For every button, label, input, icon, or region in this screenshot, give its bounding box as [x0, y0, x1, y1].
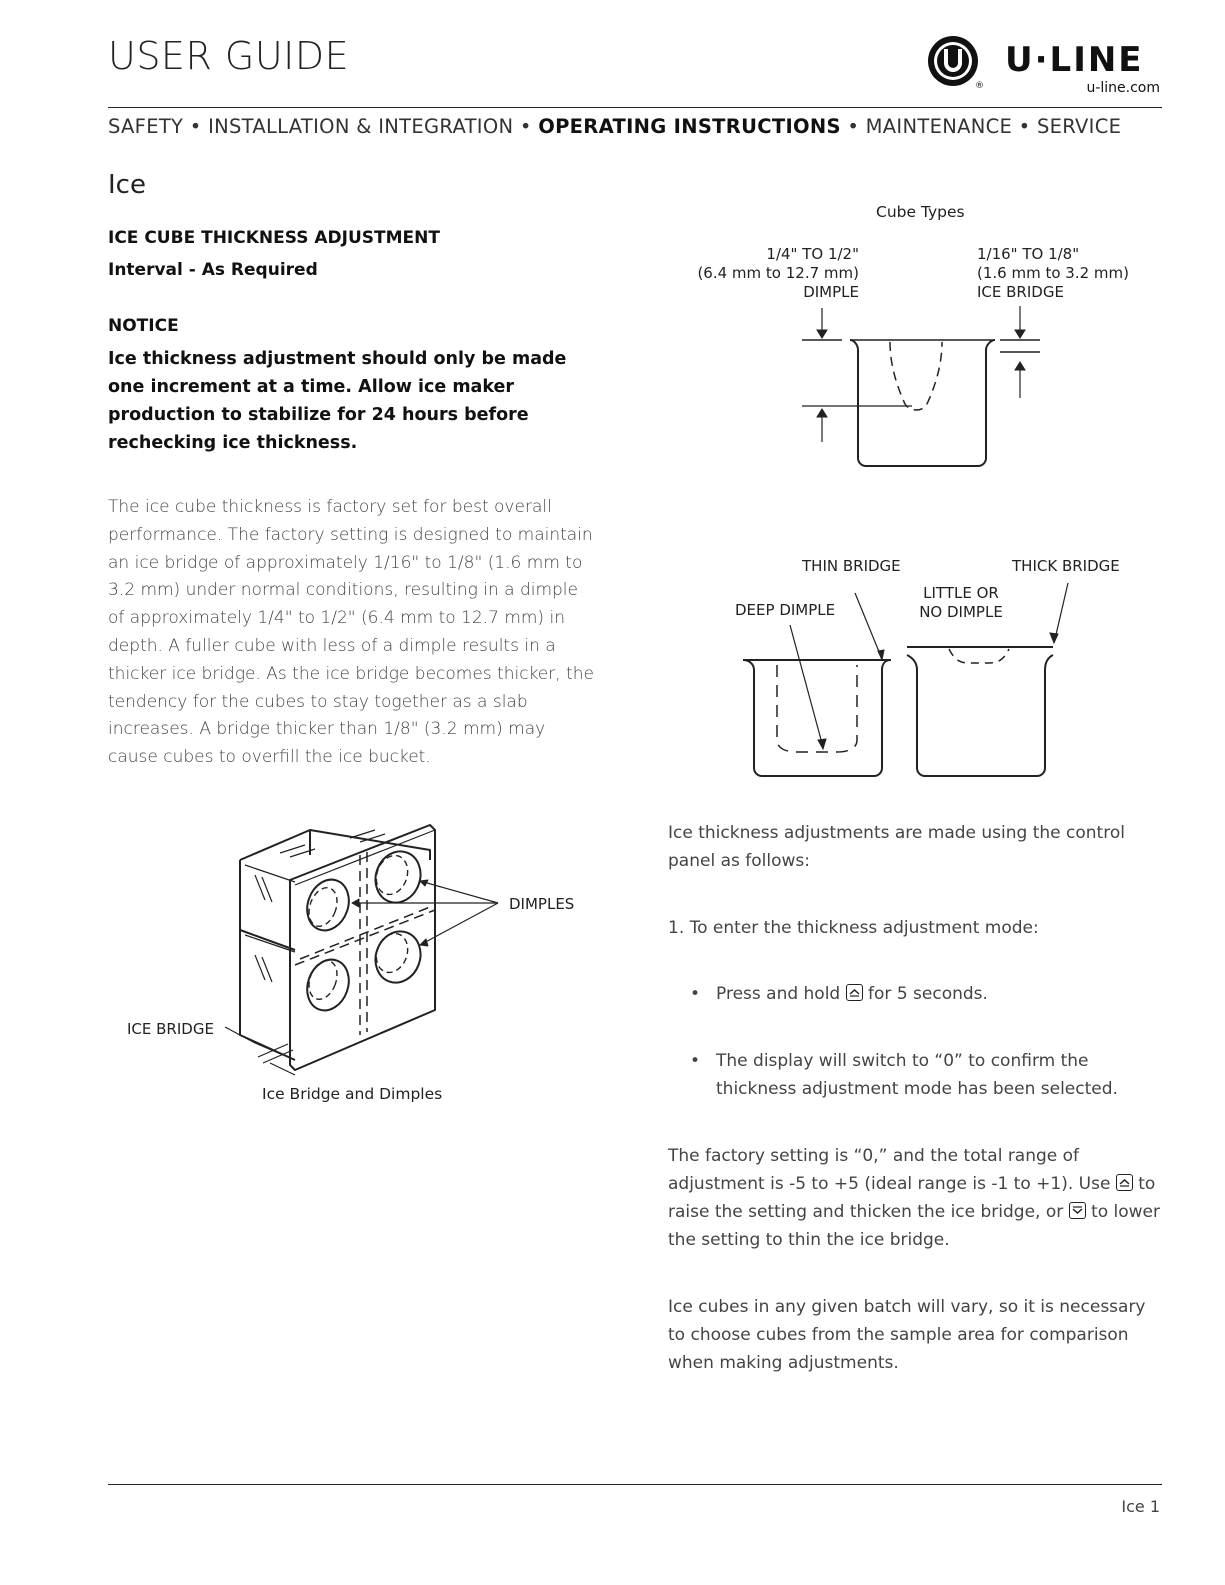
nav-separator: • — [519, 115, 532, 138]
header-divider — [108, 107, 1162, 108]
dimples-label: DIMPLES — [509, 895, 575, 913]
nav-item-installation: INSTALLATION & INTEGRATION — [208, 115, 514, 138]
dimple-range-mm: (6.4 mm to 12.7 mm) — [697, 264, 859, 282]
bullet-press-hold-suffix: for 5 seconds. — [868, 984, 988, 1004]
dimple-range: 1/4" TO 1/2" — [766, 245, 859, 263]
thin-bridge-label: THIN BRIDGE — [802, 557, 901, 575]
nav-item-operating: OPERATING INSTRUCTIONS — [538, 115, 841, 138]
nav-separator: • — [847, 115, 860, 138]
page-number: Ice 1 — [1121, 1497, 1160, 1516]
bridge-dimension-label — [977, 245, 1129, 302]
little-dimple-line2: NO DIMPLE — [919, 603, 1003, 621]
bridge-term: ICE BRIDGE — [977, 283, 1064, 301]
figure-caption: Ice Bridge and Dimples — [262, 1085, 443, 1103]
notice-text: Ice thickness adjustment should only be made one increment at a time. Allow ice maker production to stabilize for 24 hours before rechecking ice thickness. — [108, 349, 567, 453]
notice-label: NOTICE — [108, 316, 179, 336]
nav-separator: • — [189, 115, 202, 138]
bullet-dot: • — [690, 1051, 701, 1071]
subsection-heading: ICE CUBE THICKNESS ADJUSTMENT — [108, 228, 440, 248]
little-dimple-line1: LITTLE OR — [923, 584, 999, 602]
adjustment-intro: Ice thickness adjustments are made using the control panel as follows: — [668, 823, 1125, 871]
factory-text-1: The factory setting is “0,” and the total range of adjustment is -5 to +5 (ideal range is -1 to +1). Use — [668, 1146, 1111, 1194]
step-1: 1. To enter the thickness adjustment mode: — [668, 918, 1039, 938]
thick-bridge-label: THICK BRIDGE — [1012, 557, 1120, 575]
deep-dimple-label: DEEP DIMPLE — [735, 601, 836, 619]
section-title: Ice — [108, 170, 146, 200]
bridge-range-mm: (1.6 mm to 3.2 mm) — [977, 264, 1129, 282]
bullet-display — [690, 1047, 1160, 1103]
cube-types-caption: Cube Types — [876, 203, 965, 221]
up-button-icon — [1116, 1174, 1133, 1191]
dimple-dimension-label — [697, 245, 859, 302]
bullet-dot: • — [690, 984, 701, 1004]
uline-logo-icon — [926, 34, 986, 94]
ice-bridge-dimples-figure — [120, 795, 600, 1085]
cube-types-diagram — [790, 300, 1060, 475]
logo-url: u-line.com — [1086, 80, 1160, 96]
dimple-term: DIMPLE — [803, 283, 859, 301]
svg-text:®: ® — [975, 81, 984, 91]
bullet-press-hold — [690, 980, 1160, 1008]
bridge-comparison-diagram — [735, 575, 1085, 785]
down-button-icon — [1069, 1202, 1086, 1219]
nav-item-service: SERVICE — [1036, 115, 1122, 138]
nav-separator: • — [1018, 115, 1031, 138]
bullet-display-text: The display will switch to “0” to confirm the thickness adjustment mode has been selected. — [716, 1051, 1118, 1099]
page-title: USER GUIDE — [108, 34, 350, 78]
factory-text-2: to raise the setting and thicken the ice bridge, or — [668, 1174, 1156, 1222]
factory-setting-paragraph — [668, 1142, 1163, 1254]
batch-paragraph: Ice cubes in any given batch will vary, so it is necessary to choose cubes from the sample area for comparison when making adjustments. — [668, 1297, 1146, 1373]
bridge-range: 1/16" TO 1/8" — [977, 245, 1080, 263]
logo-wordmark: U·LINE — [1005, 40, 1144, 80]
section-nav — [108, 115, 1162, 138]
body-paragraph: The ice cube thickness is factory set for best overall performance. The factory setting is designed to maintain an ice bridge of approximately 1/16" to 1/8" (1.6 mm to 3.2 mm) under normal conditions, resulting in a dimple of approximately 1/4" to 1/2" (6.4 mm to 12.7 mm) in depth. A fuller cube with less of a dimple results in a thicker ice bridge. As the ice bridge becomes thicker, the tendency for the cubes to stay together as a slab increases. A bridge thicker than 1/8" (3.2 mm) may cause cubes to overfill the ice bucket. — [108, 497, 594, 768]
factory-text-3: to lower the setting to thin the ice bridge. — [668, 1202, 1161, 1250]
nav-item-maintenance: MAINTENANCE — [865, 115, 1013, 138]
interval-heading: Interval - As Required — [108, 260, 318, 280]
ice-bridge-label: ICE BRIDGE — [127, 1020, 214, 1038]
footer-divider — [108, 1484, 1162, 1485]
up-button-icon — [846, 984, 863, 1001]
bullet-press-hold-text: Press and hold — [716, 984, 841, 1004]
nav-item-safety: SAFETY — [108, 115, 184, 138]
step-1-bullets — [690, 980, 1160, 1103]
